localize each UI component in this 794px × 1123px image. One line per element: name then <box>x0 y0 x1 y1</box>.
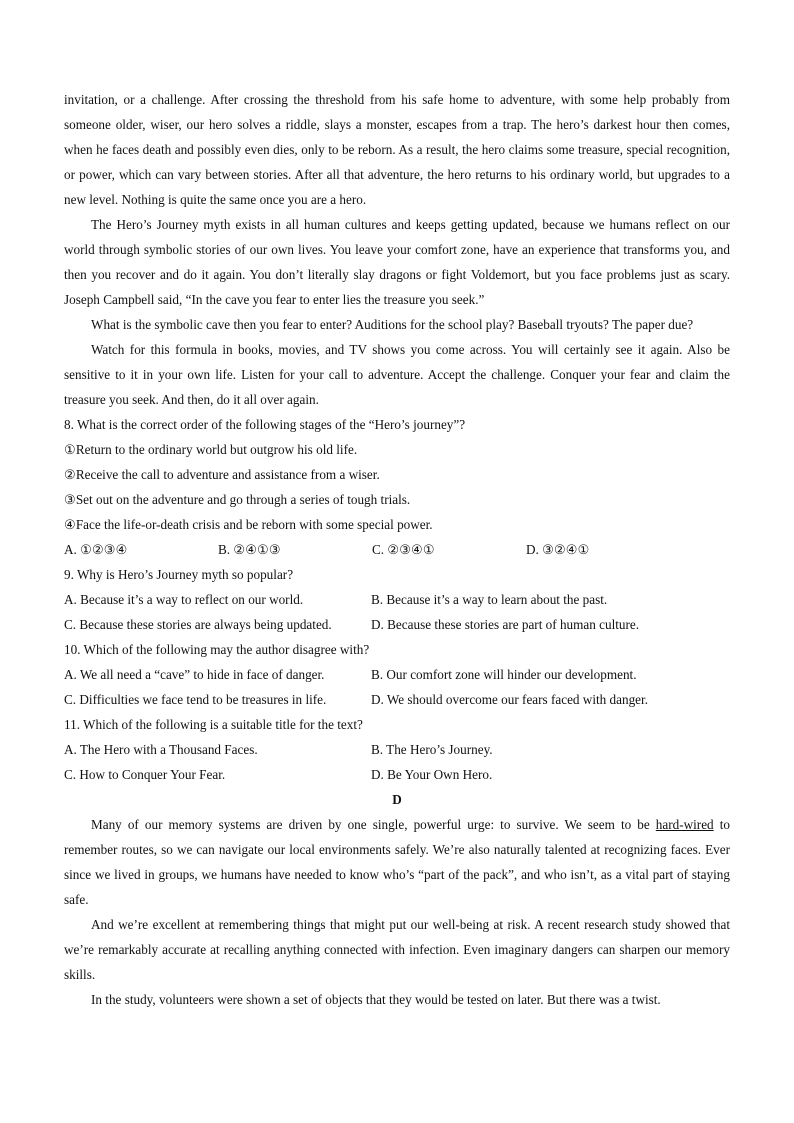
question-8-stage-1: ①Return to the ordinary world but outgrow his old life. <box>64 442 358 457</box>
passage-d-paragraph-1-text-before: Many of our memory systems are driven by one single, powerful urge: to survive. We seem to be <box>91 817 656 832</box>
passage-d-paragraph-2: And we’re excellent at remembering things that might put our well-being at risk. A recent research study showed that we’re remarkably accurate at recalling anything connected with infection. Even imaginary dangers can sharpen our memory skills. <box>64 917 730 982</box>
question-11-options-row-1 <box>64 737 730 762</box>
passage-c-paragraph-1: invitation, or a challenge. After crossing the threshold from his safe home to adventure, with some help probably from someone older, wiser, our hero solves a riddle, slays a monster, escapes from a trap. The hero’s darkest hour then comes, when he faces death and possibly even dies, only to be reborn. As a result, the hero claims some treasure, special recognition, or power, which can vary between stories. After all that adventure, the hero returns to his ordinary world, but upgrades to a new level. Nothing is quite the same once you are a hero. <box>64 92 730 207</box>
question-11-option-c: C. How to Conquer Your Fear. <box>64 767 226 782</box>
passage-d-paragraph-1-text-after: to remember routes, so we can navigate our local environments safely. We’re also naturally talented at recognizing faces. Ever since we lived in groups, we humans have needed to know who’s “part of the pack”, and who isn’t, as a vital part of staying safe. <box>64 817 730 907</box>
document-page <box>64 87 730 1012</box>
question-11-option-b: B. The Hero’s Journey. <box>371 742 493 757</box>
question-9-options-row-2 <box>64 612 730 637</box>
question-8-stem: 8. What is the correct order of the following stages of the “Hero’s journey”? <box>64 417 466 432</box>
question-8 <box>64 412 730 562</box>
question-10-stem: 10. Which of the following may the author disagree with? <box>64 642 370 657</box>
question-10-option-b: B. Our comfort zone will hinder our development. <box>371 667 637 682</box>
question-9-options-row-1 <box>64 587 730 612</box>
question-11-option-a: A. The Hero with a Thousand Faces. <box>64 742 258 757</box>
question-10-options-row-1 <box>64 662 730 687</box>
passage-d-paragraph-3: In the study, volunteers were shown a set of objects that they would be tested on later. But there was a twist. <box>91 992 661 1007</box>
question-11-stem: 11. Which of the following is a suitable title for the text? <box>64 717 363 732</box>
question-8-option-b: B. ②④①③ <box>218 542 281 557</box>
question-10 <box>64 637 730 712</box>
question-8-stage-4: ④Face the life-or-death crisis and be reborn with some special power. <box>64 517 433 532</box>
question-8-stage-3: ③Set out on the adventure and go through a series of tough trials. <box>64 492 411 507</box>
question-10-options-row-2 <box>64 687 730 712</box>
question-9-option-c: C. Because these stories are always being updated. <box>64 617 332 632</box>
question-8-options <box>64 537 730 562</box>
question-11-option-d: D. Be Your Own Hero. <box>371 767 493 782</box>
section-heading-d: D <box>392 792 402 807</box>
passage-c-paragraph-4: Watch for this formula in books, movies, and TV shows you come across. You will certainly see it again. Also be sensitive to it in your own life. Listen for your call to adventure. Accept the challenge. Conquer your fear and claim the treasure you seek. And then, do it all over again. <box>64 342 730 407</box>
question-8-option-a: A. ①②③④ <box>64 542 128 557</box>
passage-c-paragraph-2: The Hero’s Journey myth exists in all human cultures and keeps getting updated, because we humans reflect on our world through symbolic stories of our own lives. You leave your comfort zone, have an experience that transforms you, and then you recover and do it again. You don’t literally slay dragons or fight Voldemort, but you face problems just as scary. Joseph Campbell said, “In the cave you fear to enter lies the treasure you seek.” <box>64 217 730 307</box>
question-11 <box>64 712 730 787</box>
question-10-option-c: C. Difficulties we face tend to be treasures in life. <box>64 692 327 707</box>
question-10-option-a: A. We all need a “cave” to hide in face of danger. <box>64 667 325 682</box>
question-9-option-b: B. Because it’s a way to learn about the past. <box>371 592 608 607</box>
question-9-option-d: D. Because these stories are part of human culture. <box>371 617 640 632</box>
question-8-option-d: D. ③②④① <box>526 542 590 557</box>
underlined-term-hard-wired: hard-wired <box>655 817 714 832</box>
question-8-option-c: C. ②③④① <box>372 542 435 557</box>
question-9 <box>64 562 730 637</box>
question-9-option-a: A. Because it’s a way to reflect on our world. <box>64 592 304 607</box>
question-8-stage-2: ②Receive the call to adventure and assistance from a wiser. <box>64 467 380 482</box>
question-10-option-d: D. We should overcome our fears faced with danger. <box>371 692 648 707</box>
question-11-options-row-2 <box>64 762 730 787</box>
question-9-stem: 9. Why is Hero’s Journey myth so popular? <box>64 567 294 582</box>
passage-c-paragraph-3: What is the symbolic cave then you fear to enter? Auditions for the school play? Baseball tryouts? The paper due? <box>91 317 694 332</box>
passage-d-paragraph-1 <box>64 812 730 912</box>
